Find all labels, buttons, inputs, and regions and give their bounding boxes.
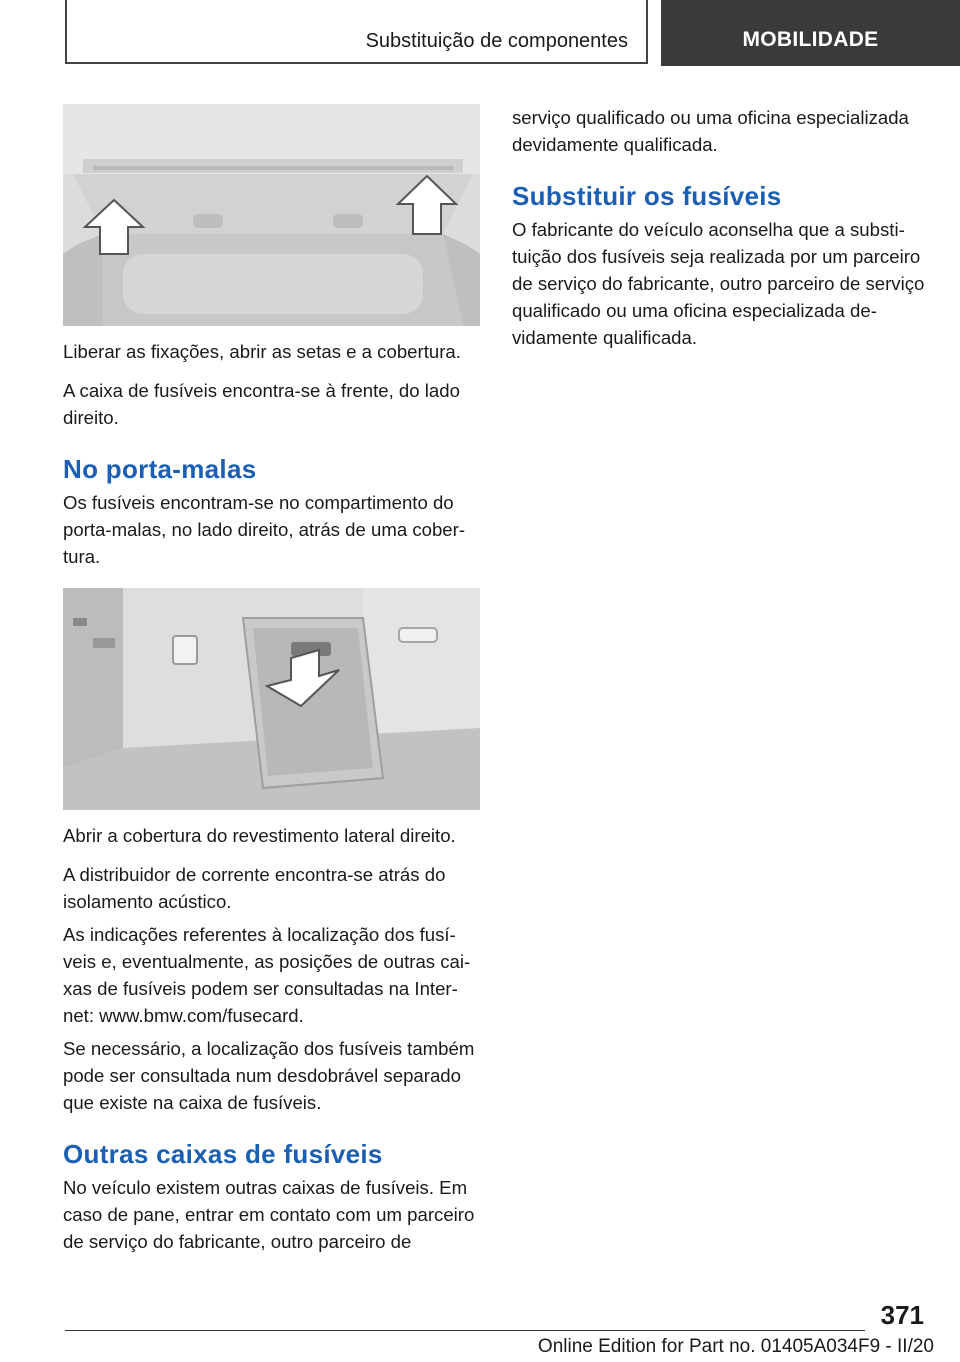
heading-no-porta-malas: No porta-malas <box>63 454 257 484</box>
left-column <box>63 104 481 1255</box>
paragraph-5: Se necessário, a localização dos fusíveis também pode ser consultada num desdobrável separado que existe na caixa de fusíveis. <box>63 1038 475 1113</box>
chapter-tab: MOBILIDADE <box>661 0 960 66</box>
page-number: 371 <box>880 1300 924 1330</box>
paragraph-4: As indicações referentes à localização dos fusíveis e, eventualmente, as posições de outras caixas de fusíveis podem ser consultadas na Internet: www.bmw.com/fusecard. <box>63 924 471 1026</box>
caption-2: Abrir a cobertura do revestimento lateral direito. <box>63 825 456 846</box>
paragraph-2: Os fusíveis encontram-se no compartimento do porta-malas, no lado direito, atrás de uma cobertura. <box>63 492 466 567</box>
heading-substituir-fusiveis: Substituir os fusíveis <box>512 181 782 211</box>
figure-trunk-side-cover-illustration <box>63 588 480 810</box>
paragraph-3: A distribuidor de corrente encontra-se atrás do isolamento acústico. <box>63 864 446 912</box>
edition-note: Online Edition for Part no. 01405A034F9 - II/20 <box>537 1336 934 1357</box>
paragraph-6: No veículo existem outras caixas de fusíveis. Em caso de pane, entrar em contato com um parceiro de serviço do fabricante, outro parceiro de <box>63 1177 475 1252</box>
figure-fuse-cover-front <box>63 104 480 326</box>
paragraph-1: A caixa de fusíveis encontra-se à frente, do lado direito. <box>63 380 460 428</box>
figure-fuse-cover-front-illustration <box>63 104 480 326</box>
section-title: Substituição de componentes <box>365 30 628 52</box>
right-paragraph-2: O fabricante do veículo aconselha que a substituição dos fusíveis seja realizada por um parceiro de serviço do fabricante, outro parceiro de serviço qualificado ou uma oficina especializada devidamente qualificada. <box>512 219 925 348</box>
heading-outras-caixas: Outras caixas de fusíveis <box>63 1139 383 1169</box>
header-frame <box>65 0 648 64</box>
figure-trunk-side-cover <box>63 588 480 810</box>
right-column <box>512 104 930 351</box>
caption-1: Liberar as fixações, abrir as setas e a cobertura. <box>63 341 461 362</box>
footer-divider <box>65 1330 865 1331</box>
right-paragraph-1: serviço qualificado ou uma oficina especializada devidamente qualificada. <box>512 107 909 155</box>
